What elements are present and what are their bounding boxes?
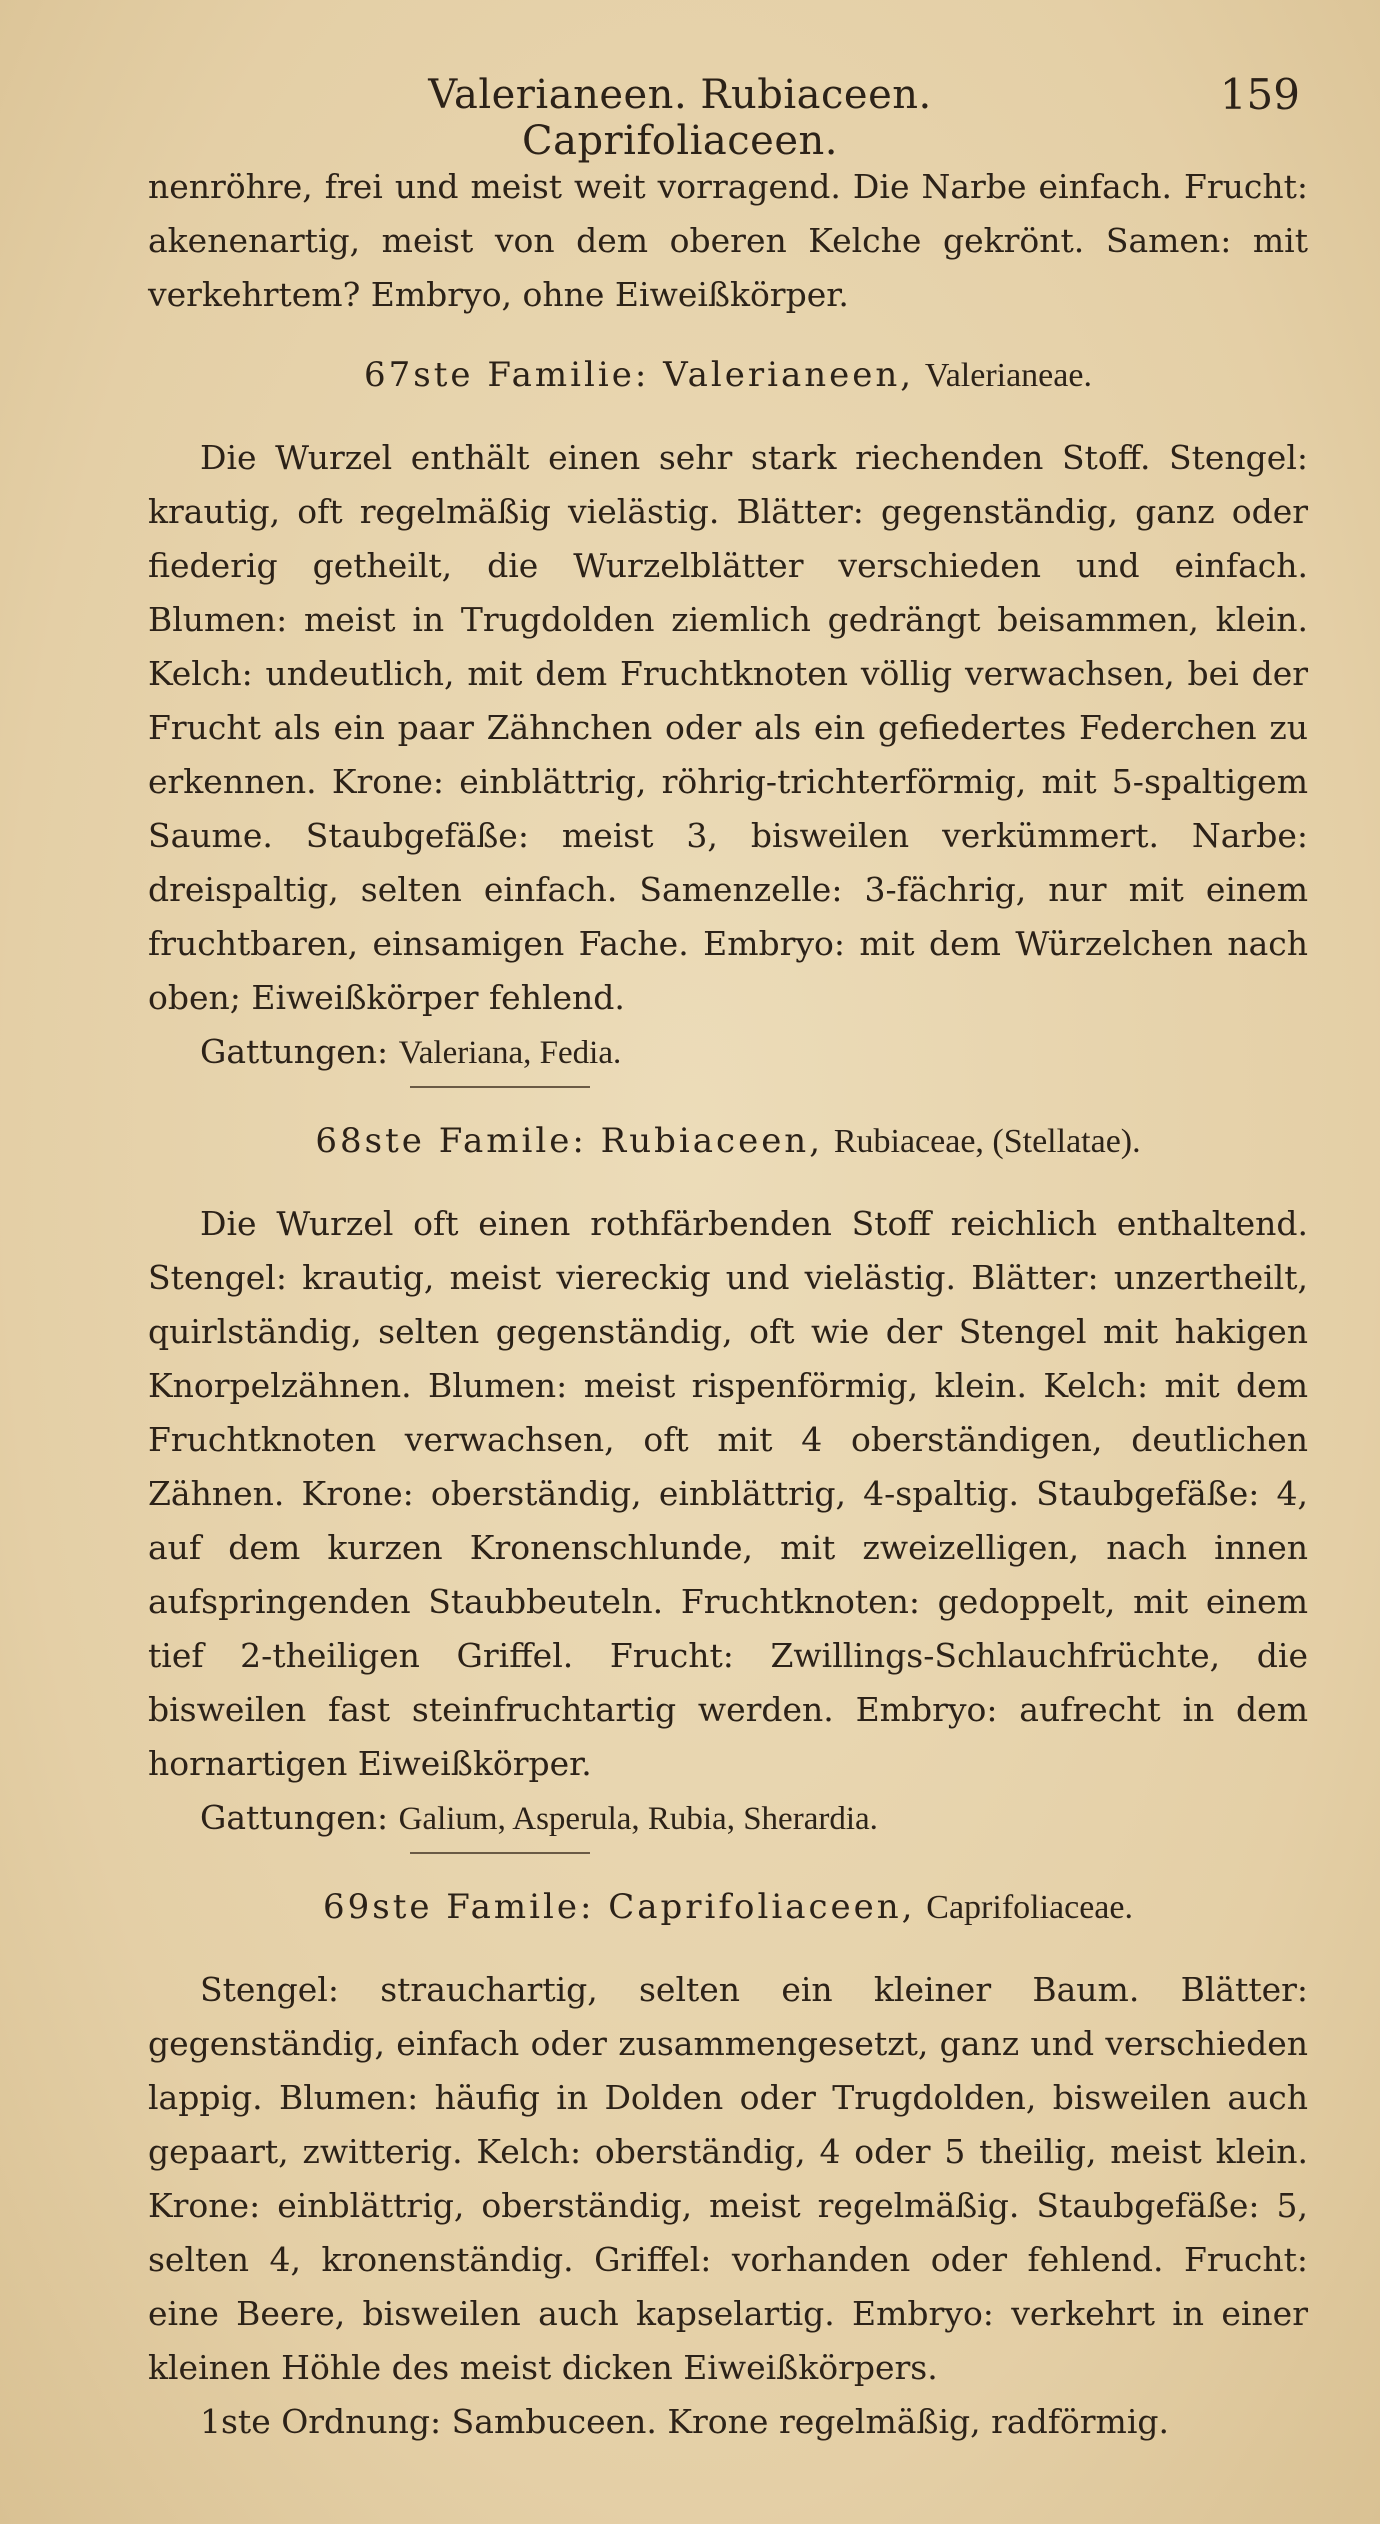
family-heading-valerianeen xyxy=(148,348,1308,403)
section-divider xyxy=(410,1852,590,1854)
continuation-paragraph: nenröhre, frei und meist weit vorragend. Die Narbe einfach. Frucht: akenenartig, meist von dem oberen Kelche gekrönt. Samen: mit verkehrtem? Embryo, ohne Eiweißkörper. xyxy=(148,167,1308,314)
family-heading-german: 67ste Familie: Valerianeen, xyxy=(364,355,915,395)
genera-label: Gattungen: xyxy=(200,1798,389,1837)
family-heading-german: 69ste Famile: Caprifoliaceen, xyxy=(323,1887,916,1927)
family-description: Die Wurzel oft einen rothfärbenden Stoff reichlich enthaltend. Stengel: krautig, meist viereckig und vielästig. Blätter: unzertheilt, quirlständig, selten gegenständig, oft wie der Stengel mit hakigen Knorpelzähnen. Blumen: meist rispenförmig, klein. Kelch: mit dem Fruchtknoten verwachsen, oft mit 4 oberständigen, deutlichen Zähnen. Krone: oberständig, einblättrig, 4-spaltig. Staubgefäße: 4, auf dem kurzen Kronenschlunde, mit zweizelligen, nach innen aufspringenden Staubbeuteln. Fruchtknoten: gedoppelt, mit einem tief 2-theiligen Griffel. Frucht: Zwillings-Schlauchfrüchte, die bisweilen fast steinfruchtartig werden. Embryo: aufrecht in dem hornartigen Eiweißkörper. xyxy=(148,1204,1308,1783)
genera-list: Valeriana, Fedia. xyxy=(398,1035,622,1071)
genera-list: Galium, Asperula, Rubia, Sherardia. xyxy=(398,1801,878,1837)
genera-line xyxy=(148,1791,1308,1846)
genera-label: Gattungen: xyxy=(200,1032,389,1071)
family-heading-latin: Valerianeae. xyxy=(924,357,1092,394)
family-heading-german: 68ste Famile: Rubiaceen, xyxy=(315,1121,824,1161)
family-heading-latin: Caprifoliaceae. xyxy=(926,1889,1133,1926)
family-heading-rubiaceen xyxy=(148,1114,1308,1169)
running-title: Valerianeen. Rubiaceen. Caprifoliaceen. xyxy=(428,72,932,164)
page-number: 159 xyxy=(1219,70,1300,119)
family-heading-latin: Rubiaceae, (Stellatae). xyxy=(833,1123,1141,1160)
genera-line xyxy=(148,1025,1308,1080)
family-heading-caprifoliaceen xyxy=(148,1880,1308,1935)
family-description: Die Wurzel enthält einen sehr stark riechenden Stoff. Stengel: krautig, oft regelmäßig vielästig. Blätter: gegenständig, ganz oder fiederig getheilt, die Wurzelblätter verschieden und einfach. Blumen: meist in Trugdolden ziemlich gedrängt beisammen, klein. Kelch: undeutlich, mit dem Fruchtknoten völlig verwachsen, bei der Frucht als ein paar Zähnchen oder als ein gefiedertes Federchen zu erkennen. Krone: einblättrig, röhrig-trichterförmig, mit 5-spaltigem Saume. Staubgefäße: meist 3, bisweilen verkümmert. Narbe: dreispaltig, selten einfach. Samenzelle: 3-fächrig, nur mit einem fruchtbaren, einsamigen Fache. Embryo: mit dem Würzelchen nach oben; Eiweißkörper fehlend. xyxy=(148,438,1308,1017)
page-body xyxy=(148,160,1308,2449)
family-description: Stengel: strauchartig, selten ein kleiner Baum. Blätter: gegenständig, einfach oder zusammengesetzt, ganz und verschieden lappig. Blumen: häufig in Dolden oder Trugdolden, bisweilen auch gepaart, zwitterig. Kelch: oberständig, 4 oder 5 theilig, meist klein. Krone: einblättrig, oberständig, meist regelmäßig. Staubgefäße: 5, selten 4, kronenständig. Griffel: vorhanden oder fehlend. Frucht: eine Beere, bisweilen auch kapselartig. Embryo: verkehrt in einer kleinen Höhle des meist dicken Eiweißkörpers. xyxy=(148,1970,1308,2387)
order-line: 1ste Ordnung: Sambuceen. Krone regelmäßig, radförmig. xyxy=(200,2402,1170,2441)
section-divider xyxy=(410,1086,590,1088)
